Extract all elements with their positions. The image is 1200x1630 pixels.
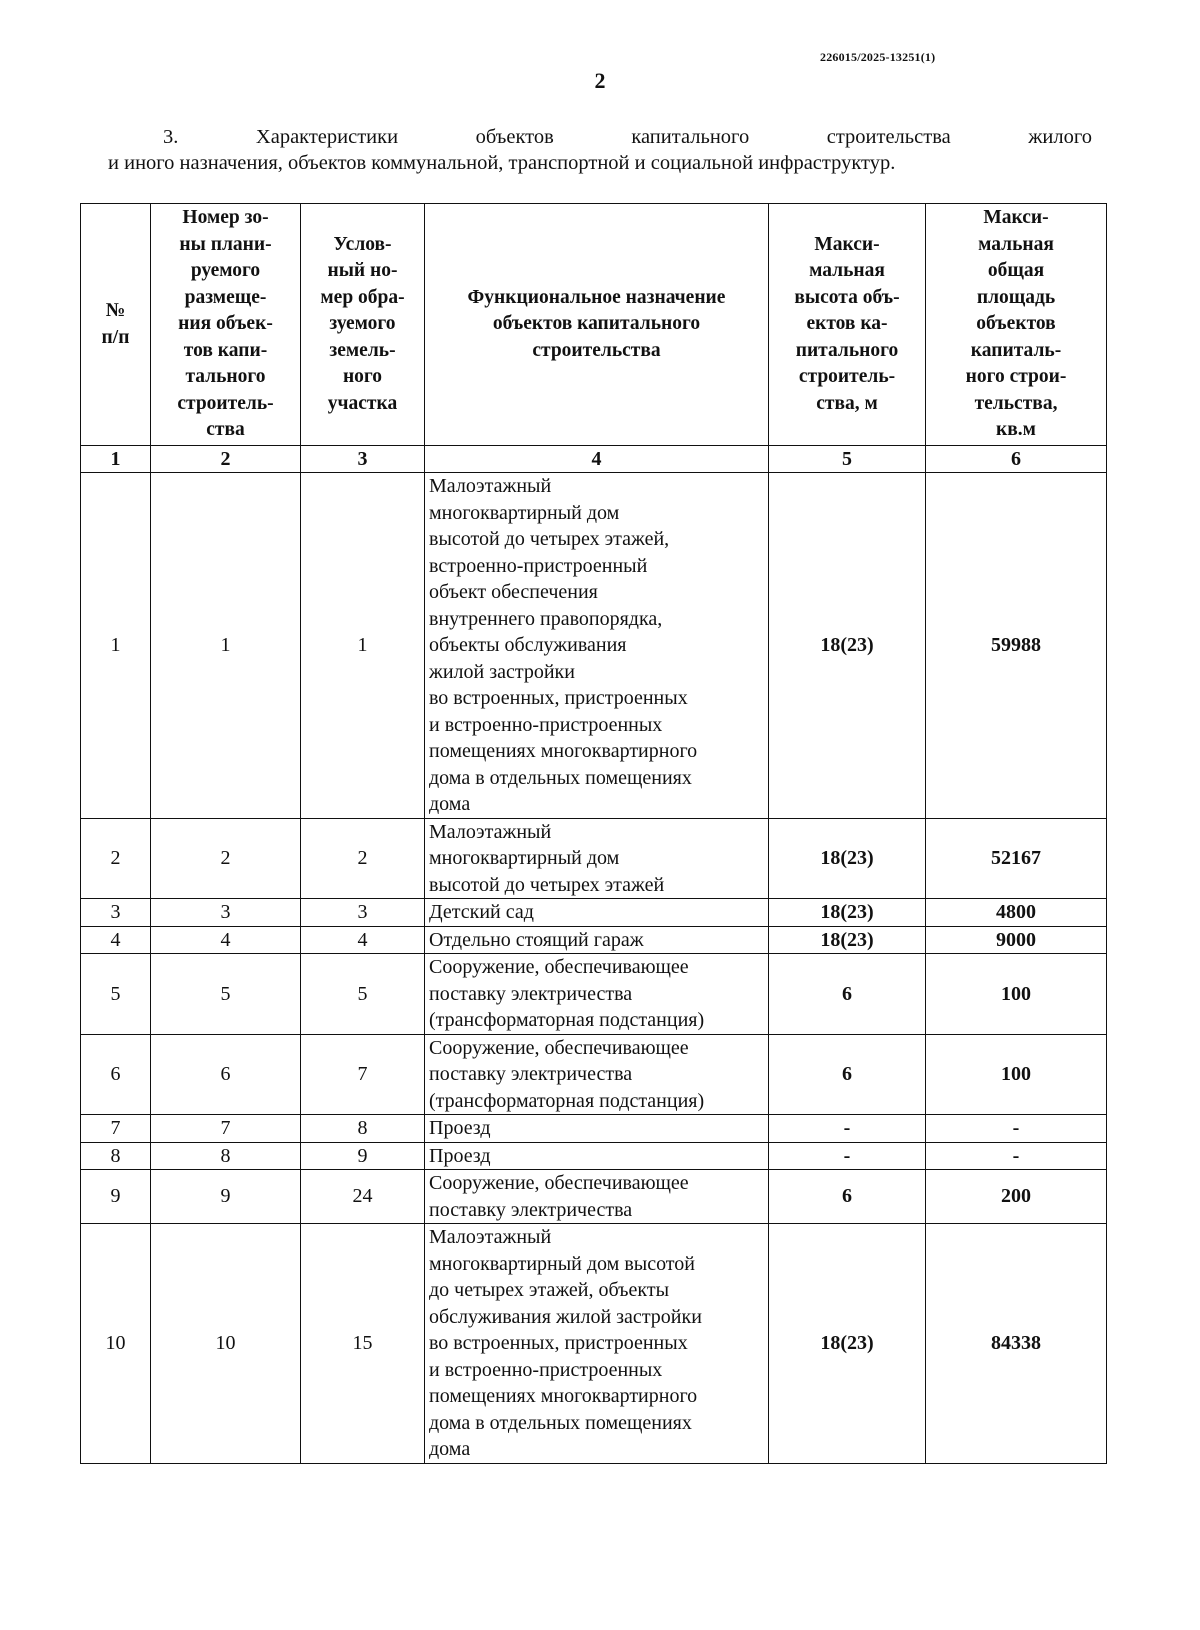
header-line: ектов ка-: [806, 313, 888, 335]
purpose-line: Сооружение, обеспечивающее: [429, 1172, 689, 1194]
max-area-cell: 9000: [926, 926, 1107, 954]
purpose-line: Проезд: [429, 1144, 491, 1167]
header-line: мальная: [978, 233, 1054, 255]
purpose-line: во встроенных, пристроенных: [429, 687, 688, 709]
plot-number-cell: 4: [301, 926, 425, 954]
purpose-cell: [425, 926, 769, 954]
table-row: [81, 1115, 1107, 1143]
header-line: объектов: [976, 313, 1056, 335]
purpose-line: дома: [429, 793, 471, 815]
row-number-cell: 7: [81, 1115, 151, 1143]
purpose-line: многоквартирный дом высотой: [429, 1252, 695, 1275]
purpose-line: (трансформаторная подстанция): [429, 1009, 705, 1031]
header-line: зуемого: [329, 313, 396, 335]
purpose-line: поставку электричества: [429, 1198, 633, 1221]
purpose-line: Сооружение, обеспечивающее: [429, 956, 689, 978]
row-number-cell: 1: [81, 473, 151, 819]
max-height-cell: 6: [769, 954, 926, 1035]
purpose-line: объекты обслуживания: [429, 634, 627, 656]
max-height-cell: 6: [769, 1170, 926, 1224]
header-line: №: [105, 300, 126, 321]
purpose-line: во встроенных, пристроенных: [429, 1332, 688, 1354]
purpose-line: дома в отдельных помещениях: [429, 766, 692, 789]
purpose-line: и встроенно-пристроенных: [429, 713, 663, 736]
zone-number-cell: 8: [151, 1142, 301, 1170]
column-number: 2: [151, 446, 301, 473]
header-cell: [769, 204, 926, 446]
header-line: Макси-: [983, 207, 1049, 229]
column-number: 3: [301, 446, 425, 473]
purpose-line: и встроенно-пристроенных: [429, 1358, 663, 1381]
purpose-line: многоквартирный дом: [429, 501, 620, 524]
row-number-cell: 2: [81, 818, 151, 899]
purpose-line: Отдельно стоящий гараж: [429, 928, 644, 951]
header-line: строитель-: [177, 392, 274, 414]
header-line: высота объ-: [794, 286, 900, 308]
table-row: [81, 1224, 1107, 1464]
header-line: ного строи-: [965, 366, 1067, 388]
plot-number-cell: 9: [301, 1142, 425, 1170]
purpose-cell: [425, 818, 769, 899]
header-line: тельства,: [974, 392, 1058, 414]
header-line: кв.м: [996, 419, 1036, 441]
plot-number-cell: 24: [301, 1170, 425, 1224]
max-height-cell: -: [769, 1115, 926, 1143]
purpose-line: внутреннего правопорядка,: [429, 607, 663, 630]
header-line: общая: [987, 260, 1045, 282]
header-line: ны плани-: [179, 233, 272, 255]
zone-number-cell: 4: [151, 926, 301, 954]
header-line: капиталь-: [970, 339, 1062, 361]
column-number: 6: [926, 446, 1107, 473]
purpose-line: до четырех этажей, объекты: [429, 1279, 670, 1301]
column-number-row: [81, 446, 1107, 473]
table-body: [81, 473, 1107, 1464]
max-area-cell: 100: [926, 954, 1107, 1035]
zone-number-cell: 7: [151, 1115, 301, 1143]
purpose-line: обслуживания жилой застройки: [429, 1305, 702, 1328]
row-number-cell: 9: [81, 1170, 151, 1224]
max-height-cell: 18(23): [769, 473, 926, 819]
header-line: тального: [185, 366, 266, 388]
header-line: площадь: [976, 286, 1056, 308]
section-heading-line-2: и иного назначения, объектов коммунальной, транспортной и социальной инфраструктур.: [108, 152, 896, 174]
header-line: Номер зо-: [182, 207, 269, 229]
table-row: [81, 899, 1107, 927]
purpose-line: высотой до четырех этажей,: [429, 528, 670, 550]
purpose-line: Малоэтажный: [429, 820, 552, 843]
header-line: мер обра-: [320, 286, 405, 308]
purpose-line: помещениях многоквартирного: [429, 1385, 698, 1407]
max-area-cell: 200: [926, 1170, 1107, 1224]
section-heading-line-1: 3. Характеристики объектов капитального строительства жилого: [163, 126, 1092, 148]
header-line: мальная: [809, 260, 885, 282]
purpose-line: поставку электричества: [429, 1063, 633, 1085]
header-line: размеще-: [184, 286, 267, 308]
plot-number-cell: 8: [301, 1115, 425, 1143]
table-row: [81, 926, 1107, 954]
max-height-cell: -: [769, 1142, 926, 1170]
header-line: объектов капитального: [492, 313, 701, 335]
header-line: ного: [342, 366, 383, 388]
max-height-cell: 18(23): [769, 926, 926, 954]
header-line: строитель-: [798, 366, 896, 388]
header-line: руемого: [190, 260, 261, 282]
header-cell: [81, 204, 151, 446]
header-line: ния объек-: [178, 313, 273, 335]
purpose-line: дома: [429, 1438, 471, 1460]
column-number: 4: [425, 446, 769, 473]
purpose-line: Детский сад: [429, 901, 534, 923]
max-area-cell: 100: [926, 1034, 1107, 1115]
plot-number-cell: 1: [301, 473, 425, 819]
max-area-cell: 84338: [926, 1224, 1107, 1464]
purpose-cell: [425, 1224, 769, 1464]
purpose-line: (трансформаторная подстанция): [429, 1089, 705, 1112]
header-cell: [301, 204, 425, 446]
plot-number-cell: 5: [301, 954, 425, 1035]
max-area-cell: 59988: [926, 473, 1107, 819]
zone-number-cell: 9: [151, 1170, 301, 1224]
page-number: 2: [594, 68, 606, 93]
max-area-cell: -: [926, 1142, 1107, 1170]
row-number-cell: 10: [81, 1224, 151, 1464]
header-line: Услов-: [333, 233, 392, 255]
max-height-cell: 18(23): [769, 1224, 926, 1464]
purpose-line: многоквартирный дом: [429, 847, 620, 869]
column-number: 5: [769, 446, 926, 473]
table-row: [81, 473, 1107, 819]
purpose-cell: [425, 1034, 769, 1115]
purpose-line: жилой застройки: [429, 660, 575, 683]
row-number-cell: 4: [81, 926, 151, 954]
table-row: [81, 1142, 1107, 1170]
purpose-line: встроенно-пристроенный: [429, 554, 648, 577]
purpose-cell: [425, 1170, 769, 1224]
purpose-line: Малоэтажный: [429, 1226, 552, 1248]
plot-number-cell: 7: [301, 1034, 425, 1115]
plot-number-cell: 2: [301, 818, 425, 899]
row-number-cell: 8: [81, 1142, 151, 1170]
column-number: 1: [81, 446, 151, 473]
purpose-line: Сооружение, обеспечивающее: [429, 1036, 689, 1059]
purpose-line: Малоэтажный: [429, 475, 552, 497]
header-cell: [425, 204, 769, 446]
zone-number-cell: 6: [151, 1034, 301, 1115]
purpose-cell: [425, 1142, 769, 1170]
purpose-cell: [425, 899, 769, 927]
zone-number-cell: 1: [151, 473, 301, 819]
zone-number-cell: 3: [151, 899, 301, 927]
zone-number-cell: 5: [151, 954, 301, 1035]
header-line: Макси-: [814, 233, 880, 255]
plot-number-cell: 3: [301, 899, 425, 927]
header-line: п/п: [101, 326, 130, 348]
section-heading: [108, 124, 1092, 176]
max-height-cell: 6: [769, 1034, 926, 1115]
header-line: строительства: [532, 339, 661, 361]
plot-number-cell: 15: [301, 1224, 425, 1464]
purpose-line: поставку электричества: [429, 982, 633, 1005]
header-line: ный но-: [327, 260, 398, 282]
purpose-line: объект обеспечения: [429, 581, 598, 603]
header-cell: [151, 204, 301, 446]
table-row: [81, 818, 1107, 899]
max-area-cell: 52167: [926, 818, 1107, 899]
purpose-cell: [425, 473, 769, 819]
header-line: земель-: [329, 339, 396, 361]
header-line: участка: [327, 392, 398, 414]
purpose-line: дома в отдельных помещениях: [429, 1411, 692, 1434]
table-row: [81, 1034, 1107, 1115]
row-number-cell: 3: [81, 899, 151, 927]
zone-number-cell: 2: [151, 818, 301, 899]
table-row: [81, 954, 1107, 1035]
purpose-cell: [425, 954, 769, 1035]
header-line: питального: [795, 339, 899, 361]
max-height-cell: 18(23): [769, 818, 926, 899]
max-area-cell: 4800: [926, 899, 1107, 927]
zone-number-cell: 10: [151, 1224, 301, 1464]
purpose-line: высотой до четырех этажей: [429, 873, 665, 896]
header-line: ства: [206, 419, 245, 441]
header-line: тов капи-: [183, 339, 268, 361]
purpose-line: Проезд: [429, 1117, 491, 1139]
table-header-row: [81, 204, 1107, 446]
max-area-cell: -: [926, 1115, 1107, 1143]
max-height-cell: 18(23): [769, 899, 926, 927]
purpose-line: помещениях многоквартирного: [429, 740, 698, 762]
document-number: 226015/2025-13251(1): [820, 50, 936, 64]
header-line: ства, м: [816, 392, 878, 414]
table-row: [81, 1170, 1107, 1224]
header-line: Функциональное назначение: [467, 286, 726, 308]
purpose-cell: [425, 1115, 769, 1143]
characteristics-table: [80, 203, 1107, 1464]
header-cell: [926, 204, 1107, 446]
row-number-cell: 5: [81, 954, 151, 1035]
row-number-cell: 6: [81, 1034, 151, 1115]
